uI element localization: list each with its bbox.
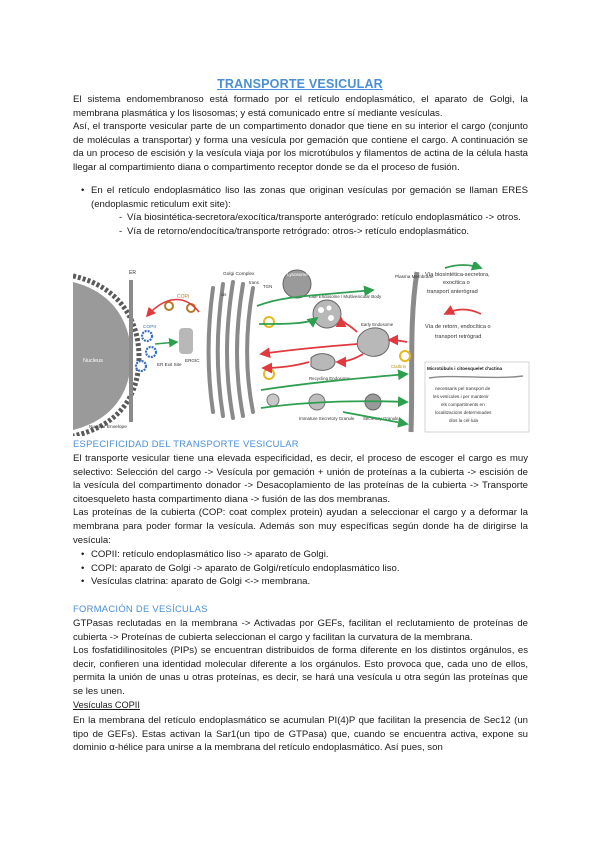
copii-text xyxy=(73,714,528,755)
eres-bullet: • En el retículo endoplasmático liso las zonas que originan vesículas por gemación se llaman ERES (endoplasmic reticulum exit site): xyxy=(73,184,528,211)
specificity-paragraph-1: El transporte vesicular tiene una elevada especificidad, es decir, el proceso de escoger el cargo es muy selectivo: Selección del cargo -> Vesícula por gemación + unión de proteínas a la cubierta -> escisión de la vesícula del compartimento donador -> Desacoplamiento de las proteínas de la cubierta -> Transporte citoesqueleto hasta compartimento diana -> fusión de las dos membranas. xyxy=(73,453,528,505)
formation-heading: FORMACIÓN DE VESÍCULAS xyxy=(73,603,208,614)
er-label: ER xyxy=(129,270,136,276)
copii-vesicle xyxy=(136,361,146,371)
legend-cyto-note-3: els compartiments en xyxy=(441,402,485,407)
copii-subheading: Vesículas COPII xyxy=(73,700,140,710)
retro-arrow xyxy=(341,318,357,332)
copii-label: COPII xyxy=(143,325,157,330)
retro-arrow xyxy=(263,362,309,368)
retro-arrow xyxy=(261,344,357,354)
plasma-membrane-shape xyxy=(411,272,417,432)
cis-label: cis xyxy=(221,292,227,297)
immature-granule-label: Immature Secretory Granule xyxy=(299,416,355,421)
cop-list-item: • Vesículas clatrina: aparato de Golgi <-> membrana. xyxy=(73,575,528,589)
page-title: TRANSPORTE VESICULAR xyxy=(217,77,383,91)
legend-cyto-note-5: dins la cèl·lula xyxy=(449,418,479,423)
golgi-complex-label: Golgi Complex xyxy=(223,272,255,277)
secretory-granule-label: Secretory Granule xyxy=(363,416,399,421)
cop-list xyxy=(73,548,528,589)
nuclear-envelope-label: Nuclear Envelope xyxy=(89,425,127,430)
copii-antero-arrow xyxy=(155,342,177,344)
recycling-endosome-label: Recycling Endosome xyxy=(309,376,351,381)
copii-vesicle xyxy=(142,331,152,341)
copii-paragraph: En la membrana del retículo endoplasmático se acumulan PI(4)P que facilitan la presencia de Sec12 (un tipo de GEFs). Estas activan la Sar1(un tipo de GTPasa) que, cuando se encuentra activa, expone su dominio α-hélice para unirse a la membrana del retículo endoplasmático. Así pues, son xyxy=(73,715,528,754)
formation-text xyxy=(73,617,528,699)
cop-list-item: • COPII: retículo endoplasmático liso -> aparato de Golgi. xyxy=(73,548,528,562)
ergic-label: ERGIC xyxy=(185,358,200,363)
legend-anterograde-3: transport anterògrad xyxy=(427,289,478,295)
clathrin-vesicle xyxy=(400,351,410,361)
vesicular-transport-figure xyxy=(73,262,530,436)
late-endosome-label: Late Endosome / Multivesicular Body xyxy=(309,294,382,299)
plasma-membrane-label: Plasma Membrane xyxy=(395,274,434,279)
legend-cyto-note-2: les vesícules i per mantenir xyxy=(433,394,489,399)
early-endosome-label: Early Endosome xyxy=(361,322,394,327)
formation-paragraph-1: GTPasas reclutadas en la membrana -> Activadas por GEFs, facilitan el reclutamiento de proteínas de cubierta -> Proteínas de cubierta seleccionan el cargo y facilitan la curvatura de la membrana. xyxy=(73,618,528,643)
legend-retrograde-1: Vía de retorn, endocítica o xyxy=(425,324,491,330)
legend-anterograde-1: Vía biosintética-secretora, xyxy=(425,272,490,278)
copi-vesicle xyxy=(165,302,173,310)
specificity-heading: ESPECIFICIDAD DEL TRANSPORTE VESICULAR xyxy=(73,438,299,449)
tgn-label: TGN xyxy=(263,284,273,289)
formation-paragraph-2: Los fosfatidilinositoles (PIPs) se encuentran distribuidos de forma diferente en los distintos orgánulos, es decir, confieren una identidad molecular diferente a los orgánulos. Esto provoca que, cada uno de ellos, permita la unión de unas u otras proteínas, es decir, se hará una vesícula u otra según las proteínas que se les unen. xyxy=(73,645,528,697)
eres-sub-retrograde: - Vía de retorno/endocítica/transporte retrógrado: otros-> retículo endoplasmático. xyxy=(73,225,528,239)
legend-anterograde-2: exocítica o xyxy=(443,280,470,286)
antero-arrow xyxy=(261,401,407,408)
trans-label: trans xyxy=(249,280,259,285)
specificity-paragraph-2: Las proteínas de la cubierta (COP: coat complex protein) ayudan a seleccionar el cargo y a deformar la membrana para poder formar la vesícula. Además son muy específicas según donde ha de dirigirse la vesícula: xyxy=(73,507,528,546)
tgn-vesicle xyxy=(264,369,274,379)
late-endosome-shape xyxy=(313,300,341,328)
copi-label: COPI xyxy=(177,294,190,300)
intro-text xyxy=(73,93,528,175)
eres-sub-anterograde: - Vía biosintética-secretora/exocítica/transporte anterógrado: retículo endoplasmático -> otros. xyxy=(73,211,528,225)
recycling-endosome-shape xyxy=(311,354,335,371)
legend-cyto-title: Microtúbuls i citoesquelet d'actina xyxy=(427,366,503,371)
er-exit-site-label: ER Exit Site xyxy=(157,362,182,367)
retro-arrow xyxy=(337,354,363,362)
legend-antero-arrow xyxy=(445,265,481,268)
tgn-vesicle xyxy=(267,394,279,406)
legend-cyto-note-1: necessaris pel transport de xyxy=(435,386,491,391)
specificity-text xyxy=(73,452,528,547)
eres-list xyxy=(73,184,528,238)
lysosome-label: Lysosome xyxy=(287,272,308,277)
early-endosome-shape xyxy=(357,328,389,356)
retro-arrow xyxy=(389,340,407,342)
legend-cyto-note-4: localitzacions determinades xyxy=(435,410,492,415)
legend-retrograde-2: transport retrògrad xyxy=(435,334,482,340)
legend-retro-arrow xyxy=(445,310,481,315)
tgn-vesicle xyxy=(264,317,274,327)
intro-paragraph-1: El sistema endomembranoso está formado por el retículo endoplasmático, el aparato de Golgi, la membrana plasmática y los lisosomas; y está comunicado entre sí mediante vesículas. xyxy=(73,94,528,119)
cop-list-item: • COPI: aparato de Golgi -> aparato de Golgi/retículo endoplasmático liso. xyxy=(73,562,528,576)
clathrin-label: Clathrin xyxy=(391,364,407,369)
golgi-stack xyxy=(209,282,254,418)
ergic-shape xyxy=(179,328,193,354)
copii-vesicle xyxy=(146,347,156,357)
intro-paragraph-2: Así, el transporte vesicular parte de un compartimento donador que tiene en su interior el cargo (conjunto de moléculas a transportar) y forma una vesícula por gemación que contiene el cargo. A continuación se da un proceso de escisión y la vesícula viaja por los microtúbulos y filamentos de actina de la célula hasta llegar al compartimiento diana o compartimento receptor donde se da el proceso de fusión. xyxy=(73,121,528,173)
nucleus-label: Nucleus xyxy=(83,358,103,364)
